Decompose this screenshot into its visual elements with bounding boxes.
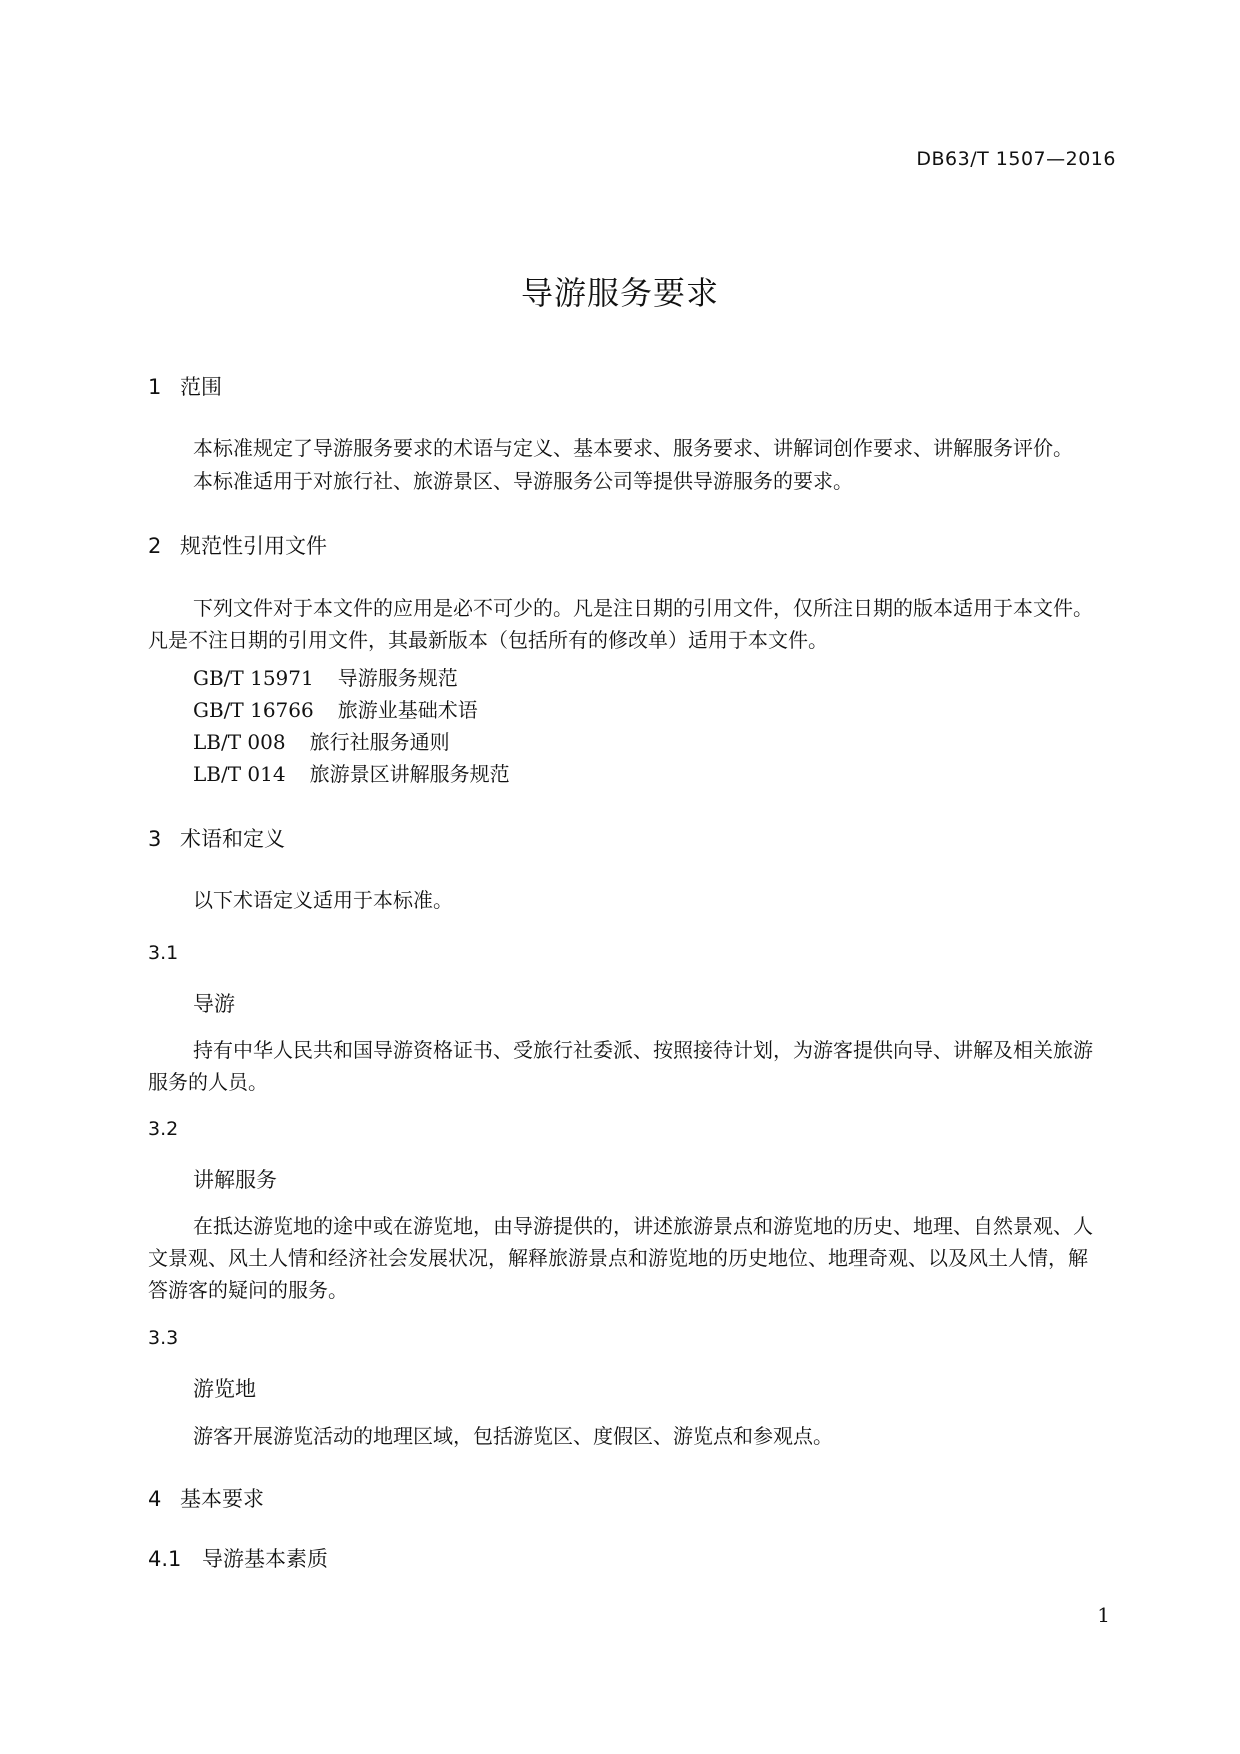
term-name: 讲解服务 xyxy=(193,1168,277,1192)
section-3-heading xyxy=(148,823,285,853)
term-number: 3.1 xyxy=(148,942,179,964)
reference-code: LB/T 008 xyxy=(193,730,286,754)
section-number: 1 xyxy=(148,375,162,399)
document-code: DB63/T 1507—2016 xyxy=(916,148,1116,170)
reference-code: GB/T 15971 xyxy=(193,666,314,690)
reference-item xyxy=(193,726,450,755)
term-definition: 游客开展游览活动的地理区域，包括游览区、度假区、游览点和参观点。 xyxy=(193,1424,833,1448)
paragraph: 本标准规定了导游服务要求的术语与定义、基本要求、服务要求、讲解词创作要求、讲解服务评价。 xyxy=(193,436,1073,460)
term-definition: 持有中华人民共和国导游资格证书、受旅行社委派、按照接待计划，为游客提供向导、讲解及相关旅游服务的人员。 xyxy=(148,1038,1093,1094)
section-1-heading xyxy=(148,371,222,401)
reference-item xyxy=(193,662,458,691)
reference-code: LB/T 014 xyxy=(193,762,286,786)
term-number: 3.3 xyxy=(148,1327,179,1349)
page-number: 1 xyxy=(1097,1603,1110,1627)
reference-title: 旅游业基础术语 xyxy=(337,698,478,722)
reference-title: 导游服务规范 xyxy=(337,666,458,690)
section-title: 术语和定义 xyxy=(180,827,285,851)
section-title: 范围 xyxy=(180,375,222,399)
section-title: 规范性引用文件 xyxy=(180,534,327,558)
section-number: 4 xyxy=(148,1487,162,1511)
section-2-heading xyxy=(148,530,327,560)
section-title: 基本要求 xyxy=(180,1487,264,1511)
term-definition: 在抵达游览地的途中或在游览地，由导游提供的，讲述旅游景点和游览地的历史、地理、自然景观、人文景观、风土人情和经济社会发展状况，解释旅游景点和游览地的历史地位、地理奇观、以及风土人情，解答游客的疑问的服务。 xyxy=(148,1214,1093,1302)
reference-code: GB/T 16766 xyxy=(193,698,314,722)
term-name: 游览地 xyxy=(193,1377,256,1401)
section-number: 2 xyxy=(148,534,162,558)
reference-title: 旅游景区讲解服务规范 xyxy=(309,762,510,786)
subsection-4-1-heading xyxy=(148,1543,328,1573)
reference-item xyxy=(193,694,478,723)
term-number: 3.2 xyxy=(148,1118,179,1140)
reference-title: 旅行社服务通则 xyxy=(309,730,450,754)
section-4-heading xyxy=(148,1483,264,1513)
reference-item xyxy=(193,758,510,787)
subsection-number: 4.1 xyxy=(148,1547,182,1571)
paragraph: 下列文件对于本文件的应用是必不可少的。凡是注日期的引用文件，仅所注日期的版本适用于本文件。凡是不注日期的引用文件，其最新版本（包括所有的修改单）适用于本文件。 xyxy=(148,596,1093,652)
paragraph: 本标准适用于对旅行社、旅游景区、导游服务公司等提供导游服务的要求。 xyxy=(193,469,853,493)
paragraph: 以下术语定义适用于本标准。 xyxy=(193,888,453,912)
subsection-title: 导游基本素质 xyxy=(202,1547,328,1571)
section-number: 3 xyxy=(148,827,162,851)
document-title: 导游服务要求 xyxy=(520,274,719,312)
term-name: 导游 xyxy=(193,992,235,1016)
